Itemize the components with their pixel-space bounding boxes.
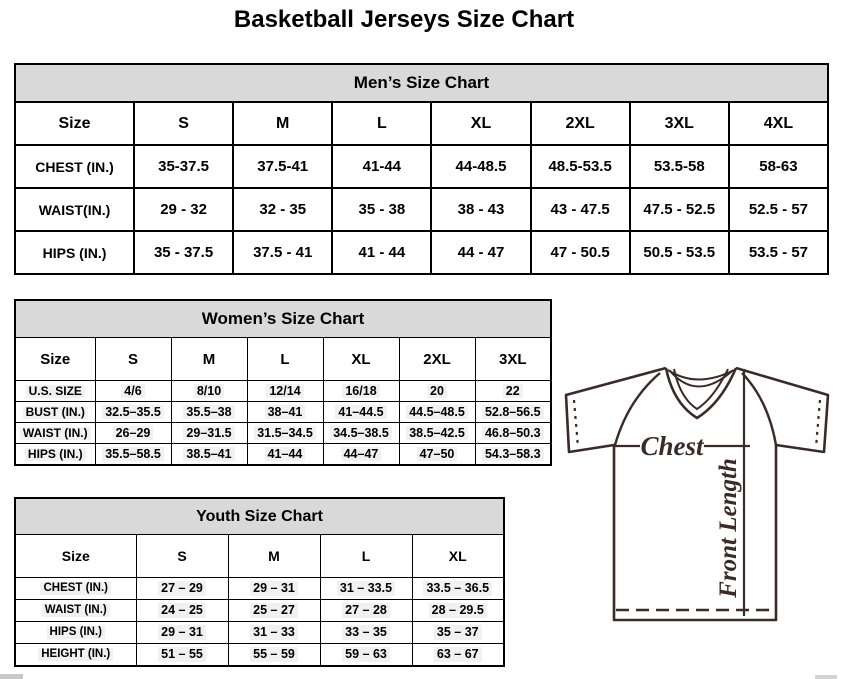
column-header: Size: [15, 102, 134, 145]
value-cell: 28 – 29.5: [412, 600, 504, 622]
value-cell: 47 - 50.5: [531, 231, 630, 274]
table-row: [15, 578, 504, 600]
value-cell: 24 – 25: [136, 600, 228, 622]
value-cell: 20: [399, 381, 475, 402]
value-cell: 38.5–42.5: [399, 423, 475, 444]
value-cell: 35-37.5: [134, 145, 233, 188]
value-cell: 29–31.5: [171, 423, 247, 444]
value-cell: 4/6: [95, 381, 171, 402]
value-cell: 50.5 - 53.5: [630, 231, 729, 274]
value-cell: 35.5–38: [171, 402, 247, 423]
value-cell: 53.5-58: [630, 145, 729, 188]
value-cell: 51 – 55: [136, 644, 228, 667]
left-cuff-dashed-line: [574, 400, 578, 447]
value-cell: 35.5–58.5: [95, 444, 171, 466]
value-cell: 38 - 43: [431, 188, 530, 231]
value-cell: 29 – 31: [136, 622, 228, 644]
value-cell: 54.3–58.3: [475, 444, 551, 466]
jersey-outline: [566, 368, 828, 620]
value-cell: 35 – 37: [412, 622, 504, 644]
table-caption: Women’s Size Chart: [15, 300, 551, 338]
column-header: S: [95, 338, 171, 381]
value-cell: 12/14: [247, 381, 323, 402]
value-cell: 43 - 47.5: [531, 188, 630, 231]
column-header: 3XL: [475, 338, 551, 381]
value-cell: 41–44: [247, 444, 323, 466]
value-cell: 33 – 35: [320, 622, 412, 644]
value-cell: 53.5 - 57: [729, 231, 828, 274]
value-cell: 31 – 33.5: [320, 578, 412, 600]
chest-measure-label: Chest: [640, 431, 704, 461]
value-cell: 26–29: [95, 423, 171, 444]
table-row: [15, 381, 551, 402]
value-cell: 44 - 47: [431, 231, 530, 274]
value-cell: 29 – 31: [228, 578, 320, 600]
value-cell: 25 – 27: [228, 600, 320, 622]
row-label: HIPS (IN.): [15, 444, 95, 466]
value-cell: 16/18: [323, 381, 399, 402]
row-label: HIPS (IN.): [15, 231, 134, 274]
value-cell: 27 – 28: [320, 600, 412, 622]
column-header: M: [171, 338, 247, 381]
value-cell: 59 – 63: [320, 644, 412, 667]
column-header: Size: [15, 535, 136, 578]
row-label: HEIGHT (IN.): [15, 644, 136, 667]
value-cell: 34.5–38.5: [323, 423, 399, 444]
value-cell: 41-44: [332, 145, 431, 188]
value-cell: 38.5–41: [171, 444, 247, 466]
value-cell: 8/10: [171, 381, 247, 402]
value-cell: 52.5 - 57: [729, 188, 828, 231]
value-cell: 52.8–56.5: [475, 402, 551, 423]
value-cell: 32 - 35: [233, 188, 332, 231]
row-label: WAIST(IN.): [15, 188, 134, 231]
value-cell: 46.8–50.3: [475, 423, 551, 444]
value-cell: 31.5–34.5: [247, 423, 323, 444]
column-header: Size: [15, 338, 95, 381]
table-row: [15, 600, 504, 622]
value-cell: 41–44.5: [323, 402, 399, 423]
column-header: 2XL: [399, 338, 475, 381]
page-title: Basketball Jerseys Size Chart: [233, 6, 575, 33]
value-cell: 38–41: [247, 402, 323, 423]
value-cell: 44.5–48.5: [399, 402, 475, 423]
row-label: U.S. SIZE: [15, 381, 95, 402]
column-header: XL: [323, 338, 399, 381]
table-row: [15, 644, 504, 667]
row-label: CHEST (IN.): [15, 578, 136, 600]
column-header: M: [228, 535, 320, 578]
value-cell: 33.5 – 36.5: [412, 578, 504, 600]
scrollbar-fragment-left: [0, 674, 23, 679]
column-header: 3XL: [630, 102, 729, 145]
value-cell: 29 - 32: [134, 188, 233, 231]
table-row: [15, 145, 828, 188]
mens-size-table: [14, 63, 829, 275]
row-label: CHEST (IN.): [15, 145, 134, 188]
table-row: [15, 622, 504, 644]
column-header: L: [320, 535, 412, 578]
column-header: XL: [431, 102, 530, 145]
scrollbar-fragment-right: [815, 675, 837, 679]
value-cell: 35 - 38: [332, 188, 431, 231]
table-row: [15, 423, 551, 444]
value-cell: 44-48.5: [431, 145, 530, 188]
value-cell: 22: [475, 381, 551, 402]
column-header: L: [332, 102, 431, 145]
youth-size-table: [14, 497, 505, 667]
value-cell: 27 – 29: [136, 578, 228, 600]
value-cell: 55 – 59: [228, 644, 320, 667]
table-row: [15, 402, 551, 423]
right-armhole-seam: [742, 373, 776, 445]
front-length-measure-label: Front Length: [715, 458, 742, 598]
table-row: [15, 188, 828, 231]
column-header: S: [136, 535, 228, 578]
value-cell: 35 - 37.5: [134, 231, 233, 274]
table-row: [15, 444, 551, 466]
row-label: HIPS (IN.): [15, 622, 136, 644]
column-header: L: [247, 338, 323, 381]
row-label: WAIST (IN.): [15, 423, 95, 444]
value-cell: 58-63: [729, 145, 828, 188]
jersey-measurement-diagram: [556, 356, 840, 628]
column-header: XL: [412, 535, 504, 578]
row-label: WAIST (IN.): [15, 600, 136, 622]
row-label: BUST (IN.): [15, 402, 95, 423]
table-caption: Youth Size Chart: [15, 498, 504, 535]
value-cell: 37.5-41: [233, 145, 332, 188]
value-cell: 47.5 - 52.5: [630, 188, 729, 231]
value-cell: 44–47: [323, 444, 399, 466]
table-row: [15, 231, 828, 274]
value-cell: 47–50: [399, 444, 475, 466]
value-cell: 31 – 33: [228, 622, 320, 644]
value-cell: 48.5-53.5: [531, 145, 630, 188]
value-cell: 63 – 67: [412, 644, 504, 667]
column-header: 2XL: [531, 102, 630, 145]
right-cuff-dashed-line: [816, 400, 820, 447]
column-header: 4XL: [729, 102, 828, 145]
value-cell: 41 - 44: [332, 231, 431, 274]
column-header: S: [134, 102, 233, 145]
table-caption: Men’s Size Chart: [15, 64, 828, 102]
womens-size-table: [14, 299, 552, 466]
column-header: M: [233, 102, 332, 145]
value-cell: 32.5–35.5: [95, 402, 171, 423]
value-cell: 37.5 - 41: [233, 231, 332, 274]
